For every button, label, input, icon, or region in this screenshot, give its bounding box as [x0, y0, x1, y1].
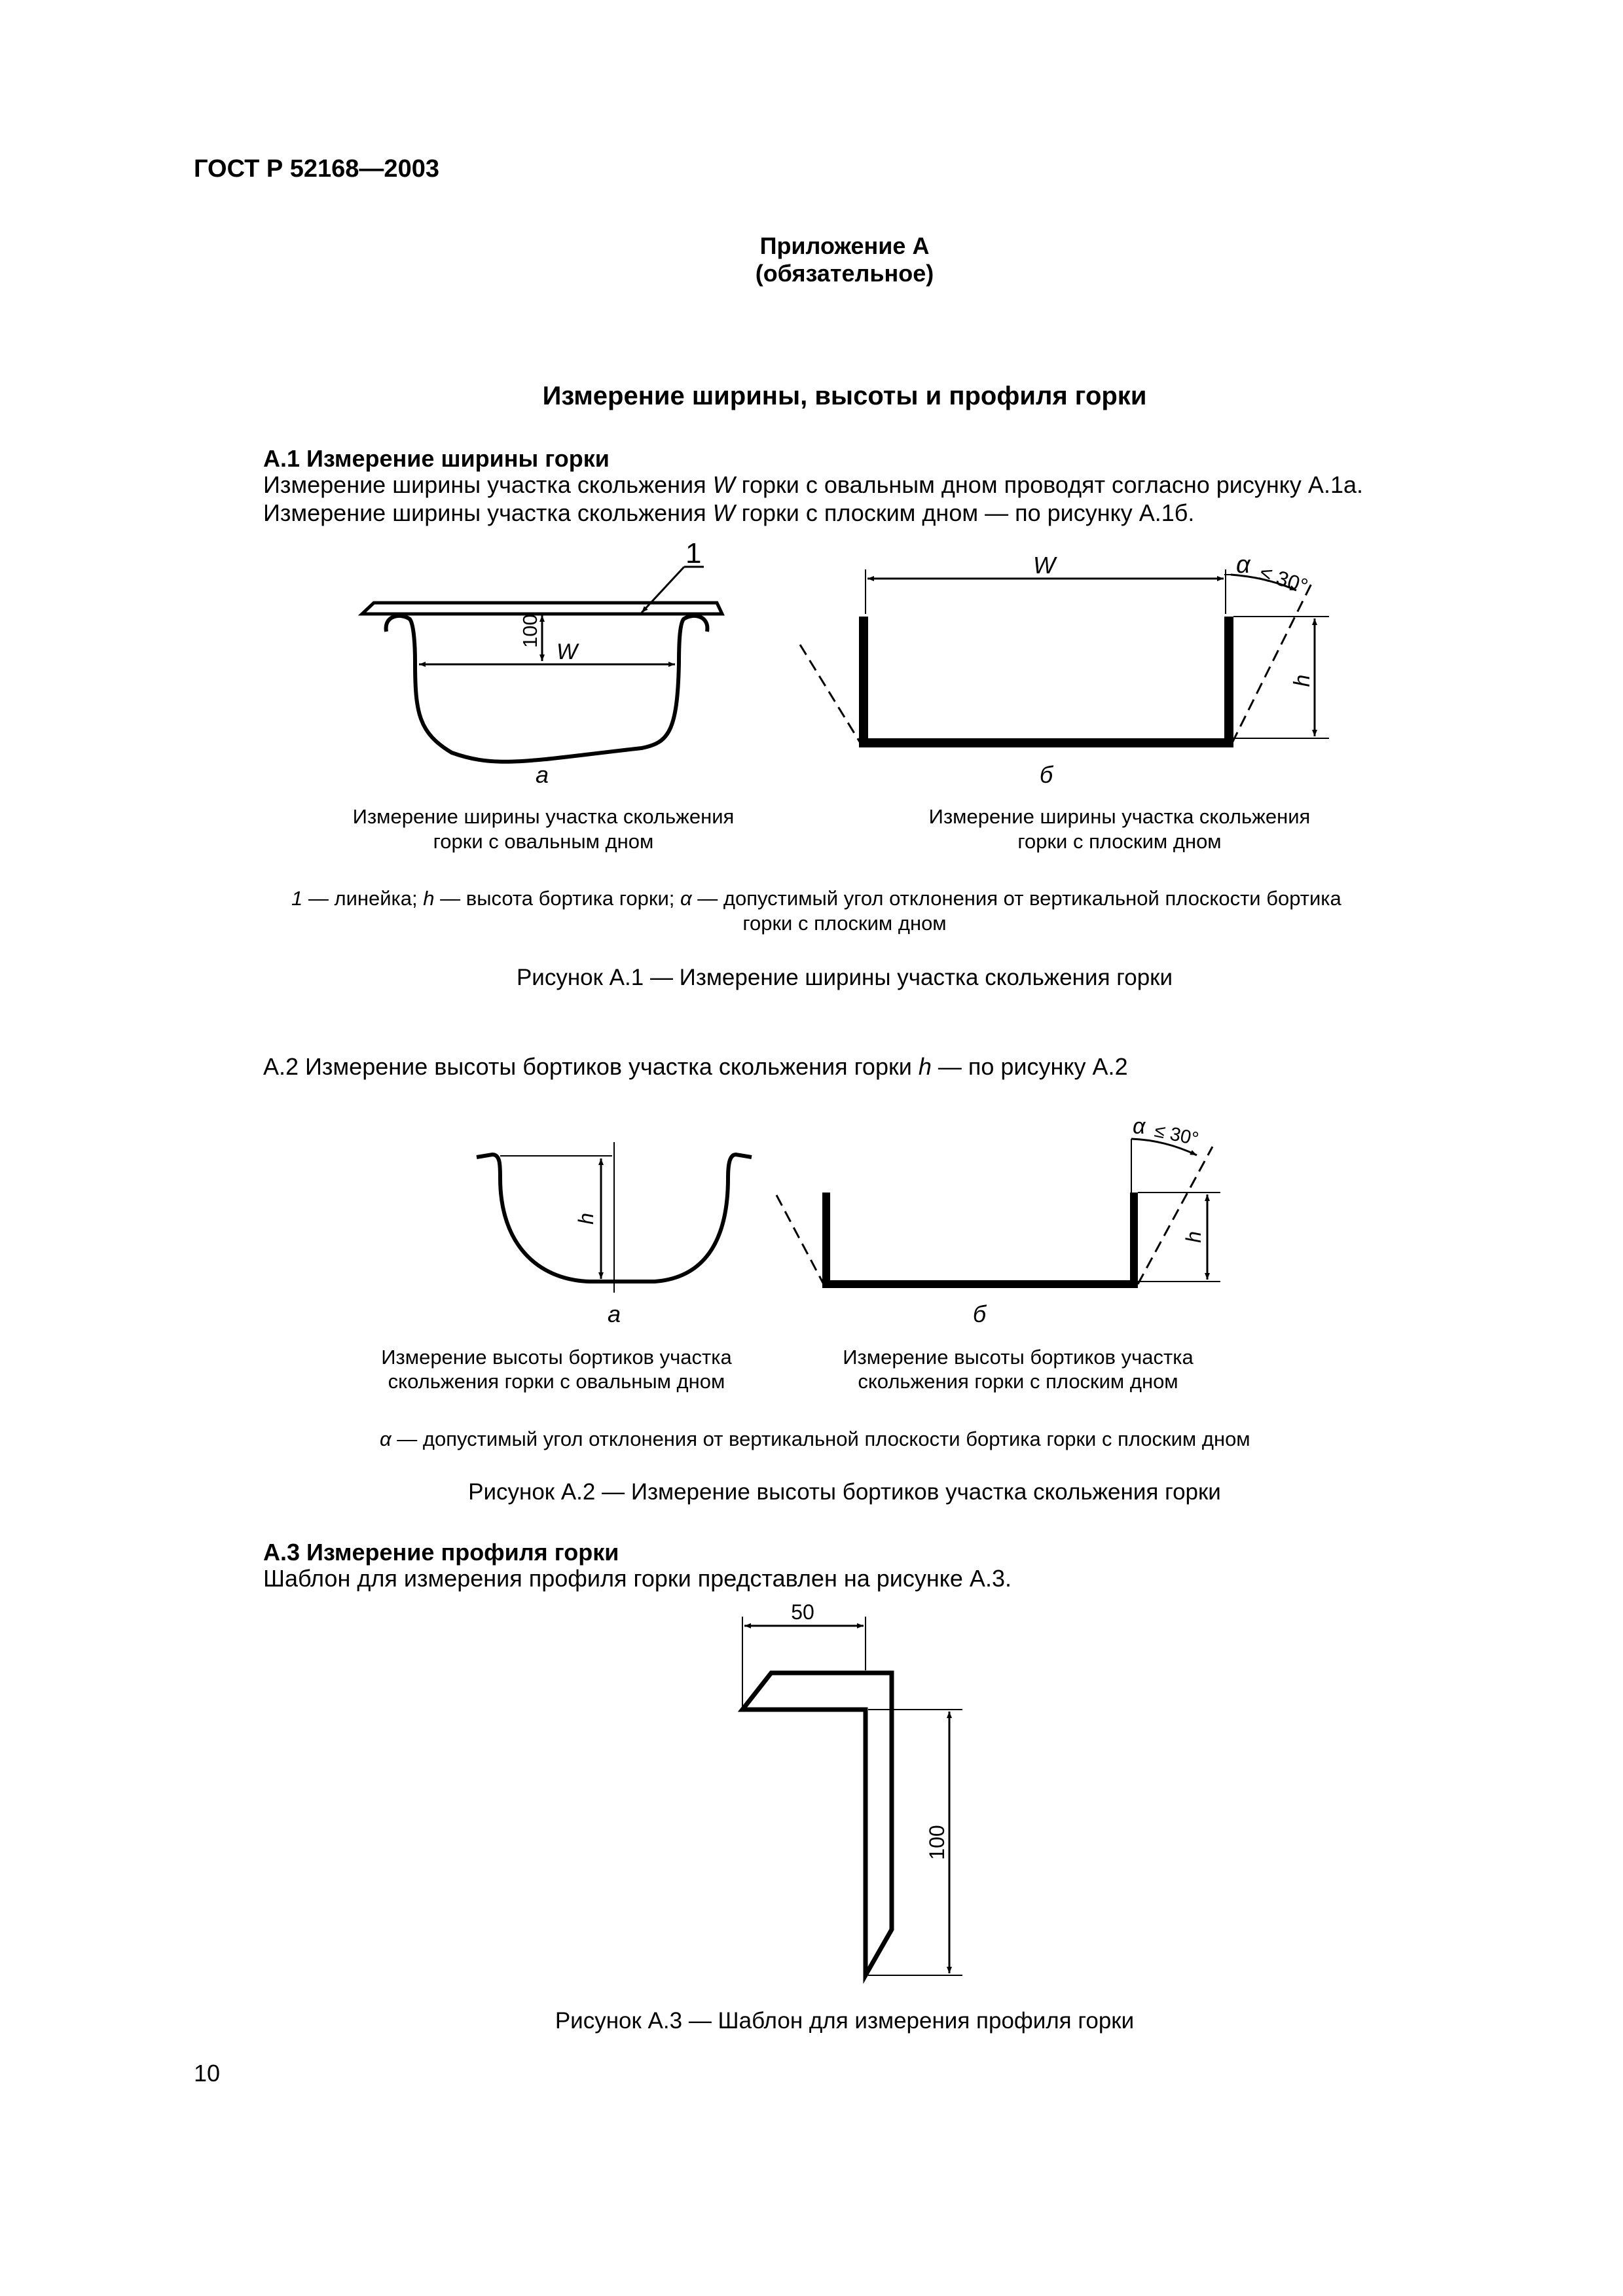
appendix-heading: Измерение ширины, высоты и профиля горки	[542, 382, 1147, 410]
fig-a1b-caption-line1: Измерение ширины участка скольжения	[928, 805, 1311, 828]
doc-code: ГОСТ Р 52168—2003	[194, 155, 439, 183]
a1-line1-var: W	[712, 471, 735, 498]
a1-line2-post: горки с плоским дном — по рисунку А.1б.	[735, 499, 1195, 526]
width-dimension-label: W	[1033, 552, 1055, 579]
angle-alpha: α	[1236, 551, 1250, 579]
a1-line1-pre: Измерение ширины участка скольжения	[263, 471, 713, 498]
figure-a1-caption: Рисунок А.1 — Измерение ширины участка скольжения горки	[516, 965, 1173, 990]
figure-a2-caption: Рисунок А.2 — Измерение высоты бортиков участка скольжения горки	[468, 1479, 1221, 1505]
legend-text-3: — допустимый угол отклонения от вертикальной плоскости бортика	[691, 887, 1341, 910]
width-dimension-label: W	[556, 639, 578, 664]
section-a1-heading: А.1 Измерение ширины горки	[263, 445, 610, 472]
fig-a1b-caption-line2: горки с плоским дном	[1017, 830, 1222, 853]
figure-a1a-sublabel: а	[535, 761, 549, 788]
fig-a1a-caption-line2: горки с овальным дном	[433, 830, 654, 853]
figure-a2b-sublabel: б	[972, 1300, 987, 1327]
appendix-status: (обязательное)	[755, 260, 934, 287]
dim50-label: 50	[791, 1600, 814, 1624]
legend-key-h: h	[423, 887, 435, 910]
figure-a1b-sublabel: б	[1039, 761, 1053, 788]
template-profile	[742, 1673, 892, 1975]
fig-a2b-caption-line1: Измерение высоты бортиков участка	[843, 1346, 1194, 1369]
a2-text-pre: А.2 Измерение высоты бортиков участка скольжения горки	[263, 1053, 919, 1080]
legend-text-1: — линейка;	[302, 887, 424, 910]
fig-a2b-caption-line2: скольжения горки с плоским дном	[858, 1370, 1178, 1393]
figure-a3-caption: Рисунок А.3 — Шаблон для измерения профиля горки	[555, 2008, 1135, 2034]
depth-dimension-label: 100	[519, 614, 541, 648]
legend-text-2: — высота бортика горки;	[434, 887, 680, 910]
fig-a2a-caption-line1: Измерение высоты бортиков участка	[381, 1346, 732, 1369]
page-number: 10	[194, 2060, 221, 2087]
legend-key-alpha: α	[380, 1427, 392, 1450]
appendix-title: Приложение А	[759, 232, 930, 259]
fig-a1a-caption-line1: Измерение ширины участка скольжения	[352, 805, 735, 828]
legend-text: — допустимый угол отклонения от вертикальной плоскости бортика горки с плоским дном	[391, 1427, 1250, 1450]
dim100-label: 100	[925, 1825, 949, 1860]
figure-a2a-sublabel: а	[607, 1300, 621, 1327]
h-dimension-label: h	[1290, 674, 1315, 687]
legend-key-alpha: α	[680, 887, 692, 910]
fig-a1-legend-line2: горки с плоским дном	[742, 912, 947, 935]
h-dimension-label: h	[1182, 1231, 1205, 1243]
section-a3-heading: А.3 Измерение профиля горки	[263, 1539, 619, 1566]
legend-key-1: 1	[291, 887, 303, 910]
a2-text-var: h	[918, 1053, 932, 1080]
section-a3-text: Шаблон для измерения профиля горки представлен на рисунке А.3.	[263, 1565, 1012, 1592]
angle-value: ≤ 30°	[1152, 1120, 1201, 1150]
ruler-label: 1	[685, 537, 702, 569]
a1-line1-post: горки с овальным дном проводят согласно рисунку А.1а.	[735, 471, 1363, 498]
h-dimension-label: h	[574, 1213, 598, 1225]
angle-value: ≤ 30°	[1256, 560, 1311, 598]
a1-line2-var: W	[712, 499, 735, 526]
a2-text-post: — по рисунку А.2	[931, 1053, 1128, 1080]
angle-alpha: α	[1133, 1114, 1146, 1139]
fig-a2a-caption-line2: скольжения горки с овальным дном	[388, 1370, 725, 1393]
a1-line2-pre: Измерение ширины участка скольжения	[263, 499, 713, 526]
